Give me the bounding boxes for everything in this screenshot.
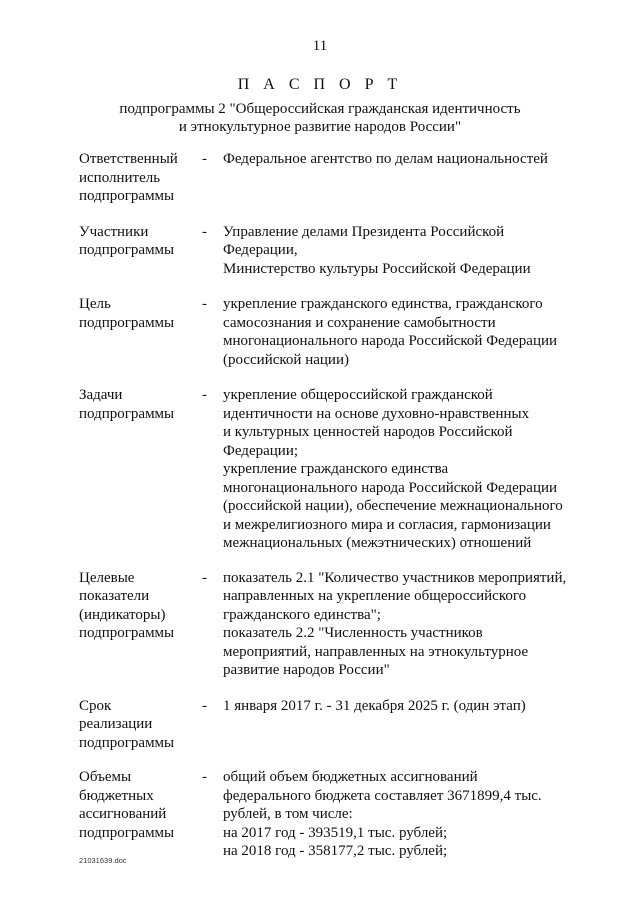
- value-line: Федерации;: [223, 442, 299, 459]
- passport-row-responsible: [79, 150, 599, 206]
- row-value: [223, 569, 599, 680]
- label-line: бюджетных: [79, 787, 154, 804]
- value-line: 1 января 2017 г. - 31 декабря 2025 г. (один этап): [223, 697, 526, 714]
- value-line: показатель 2.1 "Количество участников мероприятий,: [223, 569, 567, 586]
- label-line: реализации: [79, 716, 153, 732]
- label-line: Задачи: [79, 387, 123, 403]
- row-label: [79, 223, 202, 260]
- row-dash: -: [202, 569, 207, 586]
- value-line: гражданского единства";: [223, 606, 381, 623]
- row-value: [223, 150, 599, 169]
- value-line: укрепление общероссийской гражданской: [223, 387, 493, 403]
- label-line: подпрограммы: [79, 824, 175, 841]
- row-label: [79, 697, 202, 753]
- passport-row-participants: [79, 223, 599, 279]
- value-line: укрепление гражданского единства, гражданского: [223, 296, 543, 312]
- value-line: на 2018 год - 358177,2 тыс. рублей;: [223, 843, 448, 859]
- subtitle-line: и этнокультурное развитие народов России": [178, 119, 462, 135]
- row-label: [79, 295, 202, 332]
- passport-row-budget: [79, 768, 599, 861]
- row-value: [223, 697, 599, 716]
- label-line: подпрограммы: [79, 242, 175, 258]
- value-line: Федеральное агентство по делам национальностей: [223, 151, 548, 167]
- row-dash: -: [202, 151, 207, 167]
- label-line: ассигнований: [79, 806, 167, 822]
- document-title: П А С П О Р Т: [237, 76, 403, 93]
- value-line: мероприятий, направленных на этнокультурное: [223, 643, 529, 660]
- value-line: показатель 2.2 "Численность участников: [223, 625, 483, 641]
- page-number: 11: [312, 38, 328, 54]
- row-label: [79, 569, 202, 643]
- row-value: [223, 295, 599, 369]
- row-label: [79, 768, 202, 842]
- value-line: и культурных ценностей народов Российской: [223, 424, 513, 440]
- label-line: подпрограммы: [79, 734, 175, 751]
- row-dash: -: [202, 387, 207, 403]
- row-label: [79, 386, 202, 423]
- value-line: укрепление гражданского единства: [223, 461, 449, 477]
- value-line: рублей, в том числе:: [223, 806, 353, 822]
- value-line: Управление делами Президента Российской: [223, 223, 505, 240]
- row-dash: -: [202, 296, 207, 312]
- value-line: межнациональных (межэтнических) отношений: [223, 535, 532, 551]
- value-line: самосознания и сохранение самобытности: [223, 314, 496, 331]
- value-line: на 2017 год - 393519,1 тыс. рублей;: [223, 824, 448, 841]
- label-line: подпрограммы: [79, 405, 175, 422]
- row-value: [223, 768, 599, 861]
- label-line: Срок: [79, 697, 112, 714]
- value-line: многонационального народа Российской Федерации: [223, 333, 558, 349]
- value-line: федерального бюджета составляет 3671899,4 тыс.: [223, 787, 542, 804]
- row-dash: -: [202, 769, 207, 785]
- value-line: Министерство культуры Российской Федерации: [223, 260, 531, 277]
- subtitle-line: подпрограммы 2 "Общероссийская гражданская идентичность: [119, 101, 521, 117]
- row-dash: -: [202, 223, 207, 240]
- label-line: исполнитель: [79, 169, 161, 186]
- label-line: показатели: [79, 588, 150, 604]
- footer-file-code: 21031639.doc: [79, 856, 127, 865]
- value-line: направленных на укрепление общероссийского: [223, 588, 527, 604]
- label-line: Объемы: [79, 769, 132, 785]
- value-line: идентичности на основе духовно-нравственных: [223, 405, 530, 422]
- value-line: Федерации,: [223, 242, 298, 258]
- passport-row-goal: [79, 295, 599, 369]
- row-value: [223, 386, 599, 553]
- value-line: (российской нации): [223, 351, 349, 368]
- label-line: Цель: [79, 296, 111, 312]
- label-line: Ответственный: [79, 151, 178, 167]
- document-subtitle: [0, 100, 640, 136]
- value-line: (российской нации), обеспечение межнационального: [223, 498, 563, 514]
- label-line: Участники: [79, 223, 149, 240]
- passport-table: [79, 150, 599, 861]
- row-label: [79, 150, 202, 206]
- label-line: Целевые: [79, 569, 135, 586]
- label-line: подпрограммы: [79, 188, 175, 204]
- value-line: общий объем бюджетных ассигнований: [223, 769, 478, 785]
- passport-row-indicators: [79, 569, 599, 680]
- passport-row-period: [79, 697, 599, 753]
- row-dash: -: [202, 697, 207, 714]
- passport-row-tasks: [79, 386, 599, 553]
- value-line: и межрелигиозного мира и согласия, гармонизации: [223, 516, 551, 533]
- label-line: (индикаторы): [79, 606, 166, 623]
- value-line: развитие народов России": [223, 662, 390, 678]
- label-line: подпрограммы: [79, 314, 175, 331]
- label-line: подпрограммы: [79, 625, 175, 641]
- value-line: многонационального народа Российской Федерации: [223, 479, 558, 496]
- row-value: [223, 223, 599, 279]
